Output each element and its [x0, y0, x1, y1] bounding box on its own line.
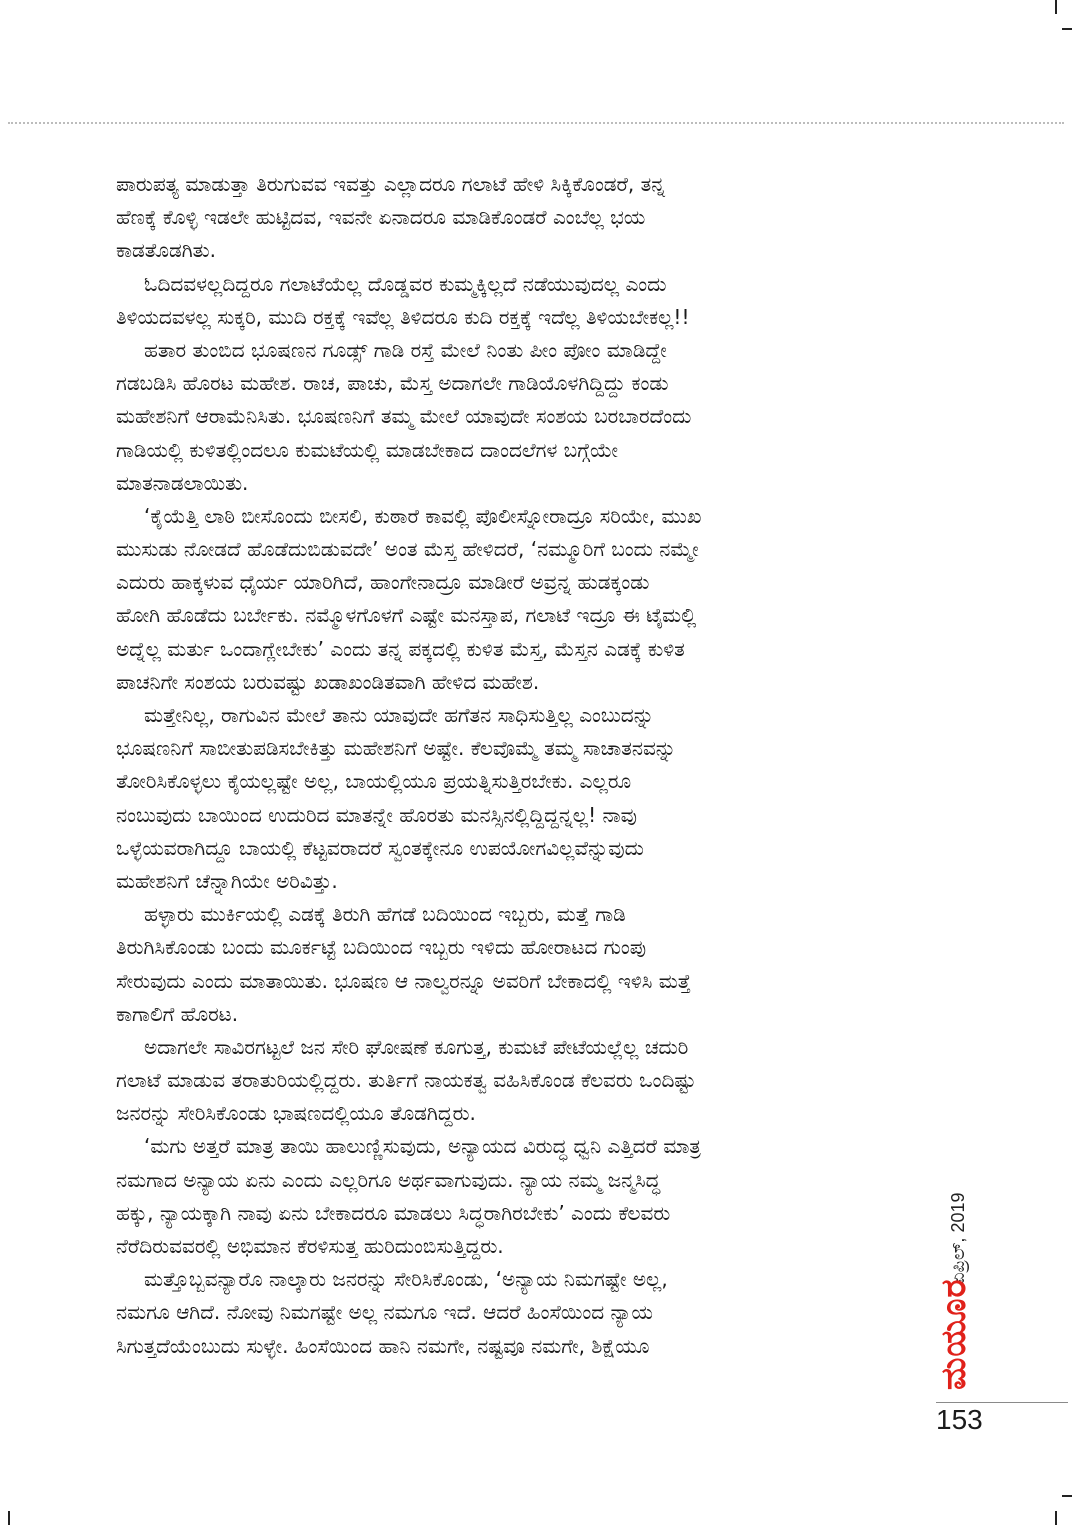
text-line: ಪಾರುಪತ್ಯ ಮಾಡುತ್ತಾ ತಿರುಗುವವ ಇವತ್ತು ಎಲ್ಲಾದರೂ ಗಲಾಟೆ ಹೇಳಿ ಸಿಕ್ಕಿಕೊಂಡರೆ, ತನ್ನ	[116, 172, 666, 196]
text-line: ನೆರೆದಿರುವವರಲ್ಲಿ ಅಭಿಮಾನ ಕೆರಳಿಸುತ್ತ ಹುರಿದುಂಬಿಸುತ್ತಿದ್ದರು.	[116, 1234, 504, 1258]
text-line: ಹೆಣಕ್ಕೆ ಕೊಳ್ಳಿ ಇಡಲೇ ಹುಟ್ಟಿದವ, ಇವನೇ ಏನಾದರೂ ಮಾಡಿಕೊಂಡರೆ ಎಂಬೆಲ್ಲ ಭಯ	[116, 205, 646, 230]
issue-date-text: ಏಪ್ರಿಲ್, 2019	[948, 1192, 968, 1284]
header-dotted-rule	[8, 122, 1064, 124]
text-line: ನಂಬುವುದು ಬಾಯಿಂದ ಉದುರಿದ ಮಾತನ್ನೇ ಹೊರತು ಮನಸ್ಸಿನಲ್ಲಿದ್ದಿದ್ದನ್ನಲ್ಲ! ನಾವು	[116, 802, 637, 827]
text-line: ‘ಮಗು ಅತ್ತರೆ ಮಾತ್ರ ತಾಯಿ ಹಾಲುಣ್ಣಿಸುವುದು, ಅನ್ಯಾಯದ ವಿರುದ್ಧ ಧ್ವನಿ ಎತ್ತಿದರೆ ಮಾತ್ರ	[144, 1134, 701, 1159]
crop-mark	[1055, 0, 1057, 14]
text-line: ‘ಕೈಯೆತ್ತಿ ಲಾಠಿ ಬೀಸೊಂದು ಬೀಸಲಿ, ಕುಠಾರೆ ಕಾವಲ್ಲಿ ಪೊಲೀಸ್ನೋರಾದ್ರೂ ಸರಿಯೇ, ಮುಖ	[144, 503, 702, 528]
magazine-logo-text: ಮಯೂರ	[934, 1278, 974, 1390]
magazine-logo	[934, 1222, 974, 1392]
text-line: ಕಾಗಾಲಿಗೆ ಹೊರಟ.	[116, 1001, 239, 1026]
footer-rule	[936, 1402, 1068, 1403]
text-line: ಜನರನ್ನು ಸೇರಿಸಿಕೊಂಡು ಭಾಷಣದಲ್ಲಿಯೂ ತೊಡಗಿದ್ದರು.	[116, 1101, 476, 1126]
text-line: ಅದ್ನೆಲ್ಲ ಮರ್ತು ಒಂದಾಗ್ಲೇಬೇಕು’ ಎಂದು ತನ್ನ ಪಕ್ಕದಲ್ಲಿ ಕುಳಿತ ಮೆಸ್ತ, ಮೆಸ್ತನ ಎಡಕ್ಕೆ ಕುಳಿತ	[116, 636, 685, 661]
text-line: ತಿರುಗಿಸಿಕೊಂಡು ಬಂದು ಮೂರ್ಕಟ್ಟೆ ಬದಿಯಿಂದ ಇಬ್ಬರು ಇಳಿದು ಹೋರಾಟದ ಗುಂಪು	[116, 935, 647, 960]
text-line: ಭೂಷಣನಿಗೆ ಸಾಬೀತುಪಡಿಸಬೇಕಿತ್ತು ಮಹೇಶನಿಗೆ ಅಷ್ಟೇ. ಕೆಲವೊಮ್ಮೆ ತಮ್ಮ ಸಾಚಾತನವನ್ನು	[116, 736, 676, 761]
text-line: ಹೋಗಿ ಹೊಡೆದು ಬರ್ಬೇಕು. ನಮ್ಮೊಳಗೊಳಗೆ ಎಷ್ಟೇ ಮನಸ್ತಾಪ, ಗಲಾಟೆ ಇದ್ರೂ ಈ ಟೈಮಲ್ಲಿ	[116, 603, 697, 628]
text-line: ಅದಾಗಲೇ ಸಾವಿರಗಟ್ಟಲೆ ಜನ ಸೇರಿ ಘೋಷಣೆ ಕೂಗುತ್ತ, ಕುಮಟೆ ಪೇಟೆಯಲ್ಲೆಲ್ಲ ಚದುರಿ	[144, 1034, 689, 1059]
text-line: ತೋರಿಸಿಕೊಳ್ಳಲು ಕೈಯಲ್ಲಷ್ಟೇ ಅಲ್ಲ, ಬಾಯಲ್ಲಿಯೂ ಪ್ರಯತ್ನಿಸುತ್ತಿರಬೇಕು. ಎಲ್ಲರೂ	[116, 769, 632, 794]
crop-mark	[1062, 1495, 1072, 1497]
text-line: ಒಳ್ಳೆಯವರಾಗಿದ್ದೂ ಬಾಯಲ್ಲಿ ಕೆಟ್ಟವರಾದರೆ ಸ್ವಂತಕ್ಕೇನೂ ಉಪಯೋಗವಿಲ್ಲವೆನ್ನುವುದು	[116, 835, 644, 860]
text-line: ಹಳ್ಳಾರು ಮುರ್ಕಿಯಲ್ಲಿ ಎಡಕ್ಕೆ ತಿರುಗಿ ಹೆಗಡೆ ಬದಿಯಿಂದ ಇಬ್ಬರು, ಮತ್ತೆ ಗಾಡಿ	[144, 902, 626, 927]
text-line: ಮಹೇಶನಿಗೆ ಚೆನ್ನಾಗಿಯೇ ಅರಿವಿತ್ತು.	[116, 868, 338, 893]
article-body	[116, 168, 896, 1363]
text-line: ಗಲಾಟೆ ಮಾಡುವ ತರಾತುರಿಯಲ್ಲಿದ್ದರು. ತುರ್ತಿಗೆ ನಾಯಕತ್ವ ವಹಿಸಿಕೊಂಡ ಕೆಲವರು ಒಂದಿಷ್ಟು	[116, 1068, 696, 1093]
text-line: ಮಹೇಶನಿಗೆ ಆರಾಮೆನಿಸಿತು. ಭೂಷಣನಿಗೆ ತಮ್ಮ ಮೇಲೆ ಯಾವುದೇ ಸಂಶಯ ಬರಬಾರದೆಂದು	[116, 404, 692, 429]
text-line: ನಮಗೂ ಆಗಿದೆ. ನೋವು ನಿಮಗಷ್ಟೇ ಅಲ್ಲ ನಮಗೂ ಇದೆ. ಆದರೆ ಹಿಂಸೆಯಿಂದ ನ್ಯಾಯ	[116, 1300, 653, 1325]
text-line: ಗಡಬಡಿಸಿ ಹೊರಟ ಮಹೇಶ. ರಾಚ, ಪಾಚು, ಮೆಸ್ತ ಅದಾಗಲೇ ಗಾಡಿಯೊಳಗಿದ್ದಿದ್ದು ಕಂಡು	[116, 371, 669, 396]
text-line: ಹಕ್ಕು, ನ್ಯಾಯಕ್ಕಾಗಿ ನಾವು ಏನು ಬೇಕಾದರೂ ಮಾಡಲು ಸಿದ್ಧರಾಗಿರಬೇಕು’ ಎಂದು ಕೆಲವರು	[116, 1200, 671, 1225]
text-line: ಕಾಡತೊಡಗಿತು.	[116, 238, 216, 263]
text-line: ಮತ್ತೊಬ್ಬವನ್ಯಾರೊ ನಾಲ್ಕಾರು ಜನರನ್ನು ಸೇರಿಸಿಕೊಂಡು, ‘ಅನ್ಯಾಯ ನಿಮಗಷ್ಟೇ ಅಲ್ಲ,	[144, 1267, 668, 1292]
text-line: ಓದಿದವಳಲ್ಲದಿದ್ದರೂ ಗಲಾಟೆಯೆಲ್ಲ ದೊಡ್ಡವರ ಕುಮ್ಮಕ್ಕಿಲ್ಲದೆ ನಡೆಯುವುದಲ್ಲ ಎಂದು	[144, 271, 667, 296]
crop-mark	[1055, 1511, 1057, 1525]
text-line: ತಿಳಿಯದವಳಲ್ಲ ಸುಕ್ಕರಿ, ಮುದಿ ರಕ್ತಕ್ಕೆ ಇವೆಲ್ಲ ತಿಳಿದರೂ ಕುದಿ ರಕ್ತಕ್ಕೆ ಇದೆಲ್ಲ ತಿಳಿಯಬೇಕಲ್ಲ!!	[116, 304, 690, 329]
text-line: ಮತ್ತೇನಿಲ್ಲ, ರಾಗುವಿನ ಮೇಲೆ ತಾನು ಯಾವುದೇ ಹಗೆತನ ಸಾಧಿಸುತ್ತಿಲ್ಲ ಎಂಬುದನ್ನು	[144, 703, 654, 727]
text-line: ಹತಾರ ತುಂಬಿದ ಭೂಷಣನ ಗೂಡ್ಸ್ ಗಾಡಿ ರಸ್ತೆ ಮೇಲೆ ನಿಂತು ಪೀಂ ಪೋಂ ಮಾಡಿದ್ದೇ	[144, 337, 667, 362]
page-number: 153	[936, 1404, 983, 1435]
text-line: ಮಾತನಾಡಲಾಯಿತು.	[116, 470, 249, 495]
text-line: ಮುಸುಡು ನೋಡದೆ ಹೊಡೆದುಬಿಡುವದೇ’ ಅಂತ ಮೆಸ್ತ ಹೇಳಿದರೆ, ‘ನಮ್ಮೂರಿಗೆ ಬಂದು ನಮ್ಮೇ	[116, 537, 699, 562]
text-line: ಸೇರುವುದು ಎಂದು ಮಾತಾಯಿತು. ಭೂಷಣ ಆ ನಾಲ್ವರನ್ನೂ ಅವರಿಗೆ ಬೇಕಾದಲ್ಲಿ ಇಳಿಸಿ ಮತ್ತೆ	[116, 968, 691, 993]
text-line: ಎದುರು ಹಾಕ್ಕಳುವ ಧೈರ್ಯ ಯಾರಿಗಿದೆ, ಹಾಂಗೇನಾದ್ರೂ ಮಾಡೀರೆ ಅವ್ರನ್ನ ಹುಡಕ್ಕಂಡು	[116, 570, 650, 595]
text-line: ಪಾಚನಿಗೇ ಸಂಶಯ ಬರುವಷ್ಟು ಖಡಾಖಂಡಿತವಾಗಿ ಹೇಳಿದ ಮಹೇಶ.	[116, 669, 540, 694]
crop-mark	[8, 1511, 10, 1525]
crop-mark	[1062, 28, 1072, 30]
text-line: ನಮಗಾದ ಅನ್ಯಾಯ ಏನು ಎಂದು ಎಲ್ಲರಿಗೂ ಅರ್ಥವಾಗುವುದು. ನ್ಯಾಯ ನಮ್ಮ ಜನ್ಮಸಿದ್ಧ	[116, 1167, 661, 1192]
text-line: ಗಾಡಿಯಲ್ಲಿ ಕುಳಿತಲ್ಲಿಂದಲೂ ಕುಮಟೆಯಲ್ಲಿ ಮಾಡಬೇಕಾದ ದಾಂದಲೆಗಳ ಬಗ್ಗೆಯೇ	[116, 437, 618, 462]
text-line: ಸಿಗುತ್ತದೆಯೆಂಬುದು ಸುಳ್ಳೇ. ಹಿಂಸೆಯಿಂದ ಹಾನಿ ನಮಗೇ, ನಷ್ಟವೂ ನಮಗೇ, ಶಿಕ್ಷೆಯೂ	[116, 1333, 650, 1358]
